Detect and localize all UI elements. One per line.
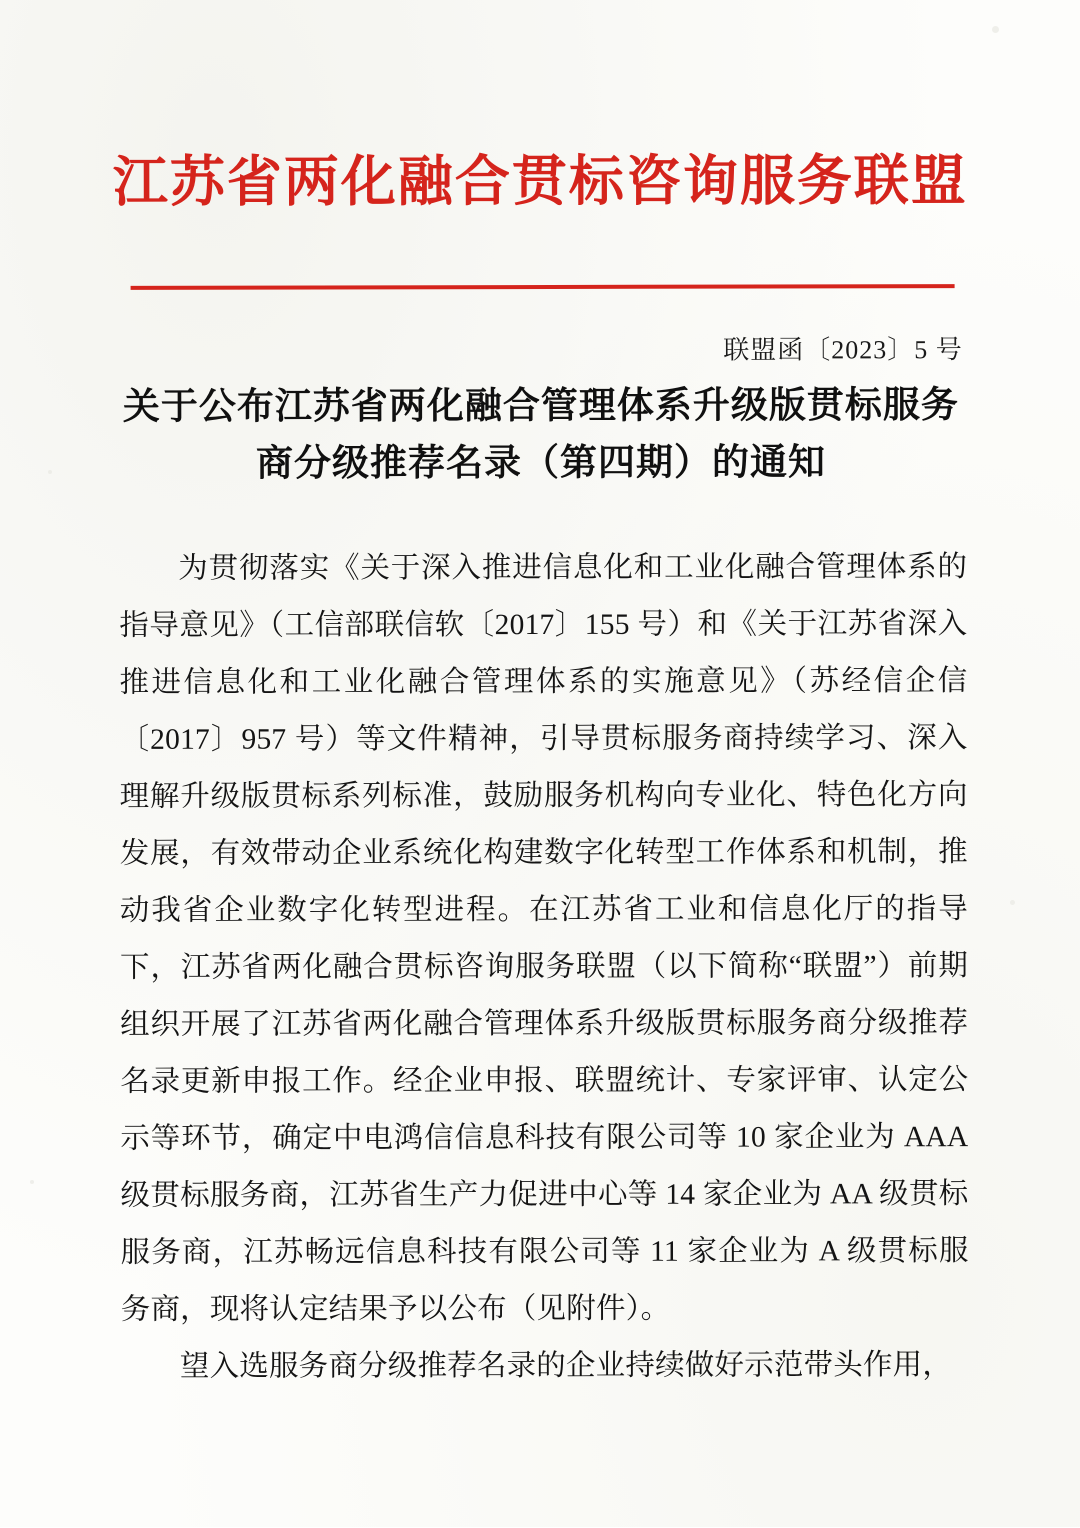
paper-speck (30, 1180, 34, 1184)
body-paragraph-2: 望入选服务商分级推荐名录的企业持续做好示范带头作用， (179, 1349, 953, 1383)
body-paragraph-1: 为贯彻落实《关于深入推进信息化和工业化融合管理体系的指导意见》（工信部联信软〔2017〕155 号）和《关于江苏省深入推进信息化和工业化融合管理体系的实施意见》（苏经信企信〔2017〕957 号）等文件精神，引导贯标服务商持续学习、深入理解升级版贯标系列标准，鼓励服务机构向专业化、特色化方向发展，有效带动企业系统化构建数字化转型工作体系和机制，推动我省企业数字化转型进程。在江苏省工业和信息化厅的指导下，江苏省两化融合贯标咨询服务联盟（以下简称“联盟”）前期组织开展了江苏省两化融合管理体系升级版贯标服务商分级推荐名录更新申报工作。经企业申报、联盟统计、专家评审、认定公示等环节，确定中电鸿信信息科技有限公司等 10 家企业为 AAA 级贯标服务商，江苏省生产力促进中心等 14 家企业为 AA 级贯标服务商，江苏畅远信息科技有限公司等 11 家企业为 A 级贯标服务商，现将认定结果予以公布（见附件）。 (119, 551, 969, 1326)
document-number: 联盟函〔2023〕5 号 (723, 335, 963, 365)
paper-speck (992, 26, 999, 33)
masthead (110, 149, 970, 214)
page-title: 关于公布江苏省两化融合管理体系升级版贯标服务商分级推荐名录（第四期）的通知 (122, 385, 959, 485)
masthead-divider (131, 284, 955, 290)
organization-title: 江苏省两化融合贯标咨询服务联盟 (112, 150, 968, 213)
paper-speck (48, 470, 52, 474)
document-body (119, 539, 969, 1396)
document-content (110, 0, 973, 1528)
paper-speck (1010, 900, 1015, 905)
